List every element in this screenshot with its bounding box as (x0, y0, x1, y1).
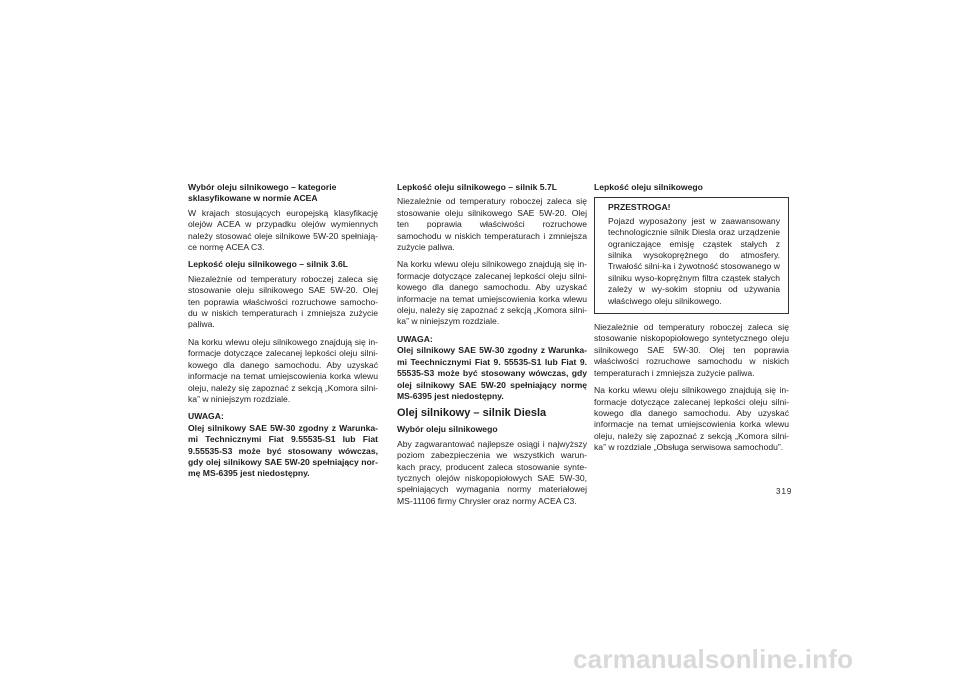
heading-viscosity-36l: Lepkość oleju silnikowego – silnik 3.6L (188, 259, 348, 270)
paragraph-oil-cap-info: Na korku wlewu oleju silnikowego znajdują się in-formacje dotyczące zalecanej lepkości oleju silni-kowego dla danego samochodu. Aby uzyskać informacje na temat umiejscowienia korka wlewu oleju, należy się zapoznać z sekcją „Komora silni-ka” w rozdziale „Obsługa serwisowa samochodu”. (594, 385, 789, 453)
paragraph-viscosity-57l: Niezależnie od temperatury roboczej zaleca się stosowanie oleju silnikowego SAE 5W-20. Olej ten poprawia właściwości rozruchowe samochodu w niskich temperaturach i zmniejsza zużycie paliwa. (397, 196, 587, 253)
paragraph-acea: W krajach stosujących europejską klasyfikację olejów ACEA w przypadku olejów wymiennych należy stosować oleje silnikowe 5W-20 spełniają-ce normę ACEA C3. (188, 207, 378, 253)
section-title-diesel: Olej silnikowy – silnik Diesla (397, 407, 547, 420)
note-text: Olej silnikowy SAE 5W-30 zgodny z Warunka-mi Technicznymi Fiat 9.55535-S1 lub Fiat 9.55535-S3 może być stosowany wówczas, gdy olej silnikowy SAE 5W-20 spełniający nor-mę MS-6395 jest niedostępny. (188, 422, 378, 479)
warning-title: PRZESTROGA! (608, 202, 671, 213)
heading-diesel-oil-selection: Wybór oleju silnikowego (397, 424, 498, 435)
paragraph-diesel-oil: Aby zagwarantować najlepsze osiągi i najwyższy poziom zabezpieczenia we wszystkich warun-kach pracy, producent zaleca stosowanie synte-tycznych olejów niskopopiołowych SAE 5W-30, spełniających wymagania normy materiałowej MS-11106 firmy Chrysler oraz normy ACEA C3. (397, 438, 587, 506)
paragraph-diesel-viscosity: Niezależnie od temperatury roboczej zaleca się stosowanie niskopopiołowego syntetycznego oleju silnikowego SAE 5W-30. Olej ten poprawia właściwości rozruchowe samochodu w niskich temperaturach i zmniejsza zużycie paliwa. (594, 322, 789, 378)
heading-acea-oil-selection: Wybór oleju silnikowego – kategorie sklasyfikowane w normie ACEA (188, 182, 337, 204)
note-text: Olej silnikowy SAE 5W-30 zgodny z Warunka-mi Teechnicznymi Fiat 9. 55535-S1 lub Fiat 9. 55535-S3 może być stosowany wówczas, gdy olej silnikowy SAE 5W-20 spełniający normę MS-6395 jest niedostępny. (397, 345, 587, 401)
column-right (594, 182, 789, 460)
column-middle (397, 182, 587, 513)
paragraph-oil-cap-info: Na korku wlewu oleju silnikowego znajdują się in-formacje dotyczące zalecanej lepkości oleju silni-kowego dla danego samochodu. Aby uzyskać informacje na temat umiejscowienia korka wlewu oleju, należy się zapoznać z sekcją „Komora silni-ka” w niniejszym rozdziale. (188, 336, 378, 404)
watermark: carmanualsonline.info (573, 644, 854, 674)
paragraph-oil-cap-info: Na korku wlewu oleju silnikowego znajdują się in-formacje dotyczące zalecanej lepkości oleju silni-kowego dla danego samochodu. Aby uzyskać informacje na temat umiejscowienia korka wlewu oleju, należy się zapoznać z sekcją „Komora silni-ka” w niniejszym rozdziale. (397, 259, 587, 327)
column-left (188, 182, 378, 480)
warning-box (594, 197, 789, 314)
heading-viscosity-57l: Lepkość oleju silnikowego – silnik 5.7L (397, 182, 557, 192)
page-number: 319 (776, 487, 793, 496)
warning-text: Pojazd wyposażony jest w zaawansowany technologicznie silnik Diesla oraz urządzenie ograniczające emisję cząstek stałych z silnika wysokoprężnego do atmosfery. Trwałość silni-ka i żywotność stosowanego w silniku wyso-koprężnym filtra cząstek stałych zależy w wy-sokim stopniu od używania właściwego oleju silnikowego. (608, 215, 780, 306)
note-label: UWAGA: (397, 333, 433, 344)
heading-oil-viscosity: Lepkość oleju silnikowego (594, 182, 703, 192)
note-label: UWAGA: (188, 411, 224, 422)
paragraph-viscosity-36l: Niezależnie od temperatury roboczej zaleca się stosowanie oleju silnikowego SAE 5W-20. Olej ten poprawia właściwości rozruchowe samocho-du w niskich temperaturach i zmniejsza zużycie paliwa. (188, 273, 378, 330)
